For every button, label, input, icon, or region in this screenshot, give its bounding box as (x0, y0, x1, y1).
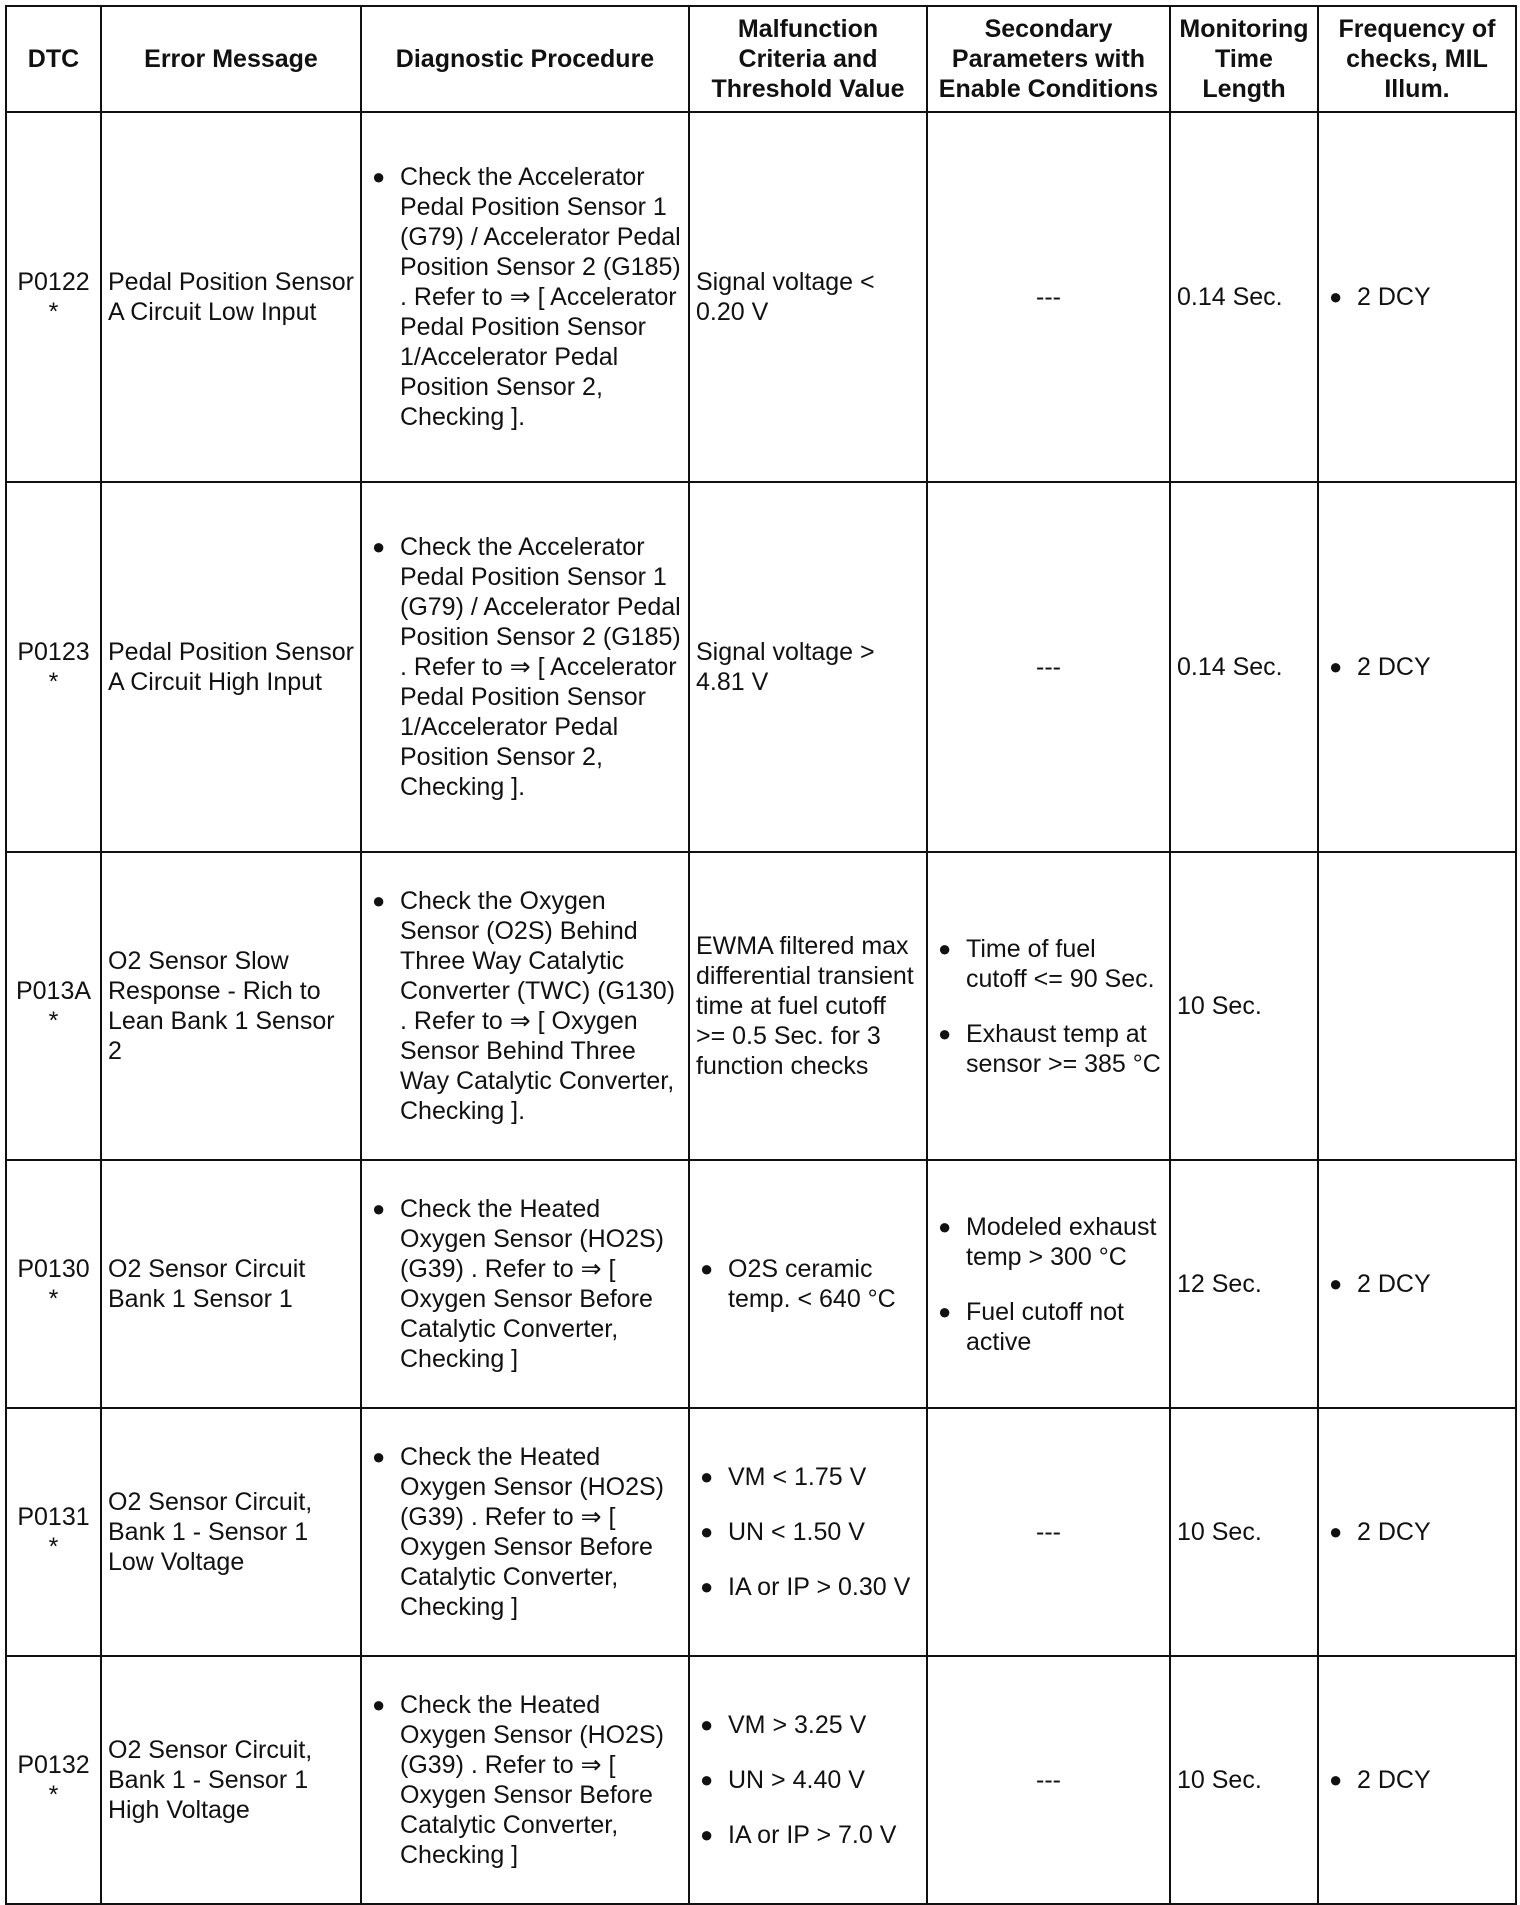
diagnostic-procedure-cell (361, 1160, 689, 1408)
secondary-parameters: --- (927, 1408, 1170, 1656)
dtc-code-cell (6, 482, 101, 852)
diagnostic-procedure-cell (361, 1656, 689, 1904)
header-frequency: Frequency of checks, MIL Illum. (1318, 6, 1516, 112)
dtc-code: P0131 (17, 1503, 90, 1531)
secondary-item: ● Exhaust temp at sensor >= 385 °C (934, 1019, 1163, 1079)
dtc-code: P0132 (17, 1751, 90, 1779)
procedure-item: ● Check the Accelerator Pedal Position Sensor 1 (G79) / Accelerator Pedal Position Sensor 2 (G185) . Refer to ⇒ [ Accelerator Pedal Position Sensor 1/Accelerator Pedal Position Sensor 2, Checking ]. (368, 532, 682, 802)
frequency-cell (1318, 112, 1516, 482)
header-row (6, 6, 1516, 112)
dtc-asterisk: * (48, 298, 59, 326)
criteria-item: ● VM < 1.75 V (696, 1462, 920, 1492)
diagnostic-procedure-cell (361, 482, 689, 852)
monitoring-time: 10 Sec. (1170, 1656, 1318, 1904)
dtc-asterisk: * (48, 668, 59, 696)
malfunction-criteria-cell (689, 1408, 927, 1656)
malfunction-criteria-cell (689, 1656, 927, 1904)
header-secondary-parameters: Secondary Parameters with Enable Conditions (927, 6, 1170, 112)
procedure-item: ● Check the Heated Oxygen Sensor (HO2S) (G39) . Refer to ⇒ [ Oxygen Sensor Before Catalytic Converter, Checking ] (368, 1442, 682, 1622)
frequency-cell-empty (1318, 852, 1516, 1160)
diagnostic-procedure-cell (361, 1408, 689, 1656)
procedure-item: ● Check the Heated Oxygen Sensor (HO2S) (G39) . Refer to ⇒ [ Oxygen Sensor Before Catalytic Converter, Checking ] (368, 1690, 682, 1870)
header-malfunction-criteria: Malfunction Criteria and Threshold Value (689, 6, 927, 112)
secondary-parameters-cell (927, 1160, 1170, 1408)
procedure-item: ● Check the Accelerator Pedal Position Sensor 1 (G79) / Accelerator Pedal Position Sensor 2 (G185) . Refer to ⇒ [ Accelerator Pedal Position Sensor 1/Accelerator Pedal Position Sensor 2, Checking ]. (368, 162, 682, 432)
dtc-table (5, 5, 1517, 1905)
table-row (6, 112, 1516, 482)
secondary-item: ● Fuel cutoff not active (934, 1297, 1163, 1357)
diagnostic-procedure-cell (361, 852, 689, 1160)
criteria-item: ● UN < 1.50 V (696, 1517, 920, 1547)
frequency-cell (1318, 1408, 1516, 1656)
malfunction-criteria: Signal voltage > 4.81 V (689, 482, 927, 852)
criteria-item: ● IA or IP > 0.30 V (696, 1572, 920, 1602)
criteria-item: ● VM > 3.25 V (696, 1710, 920, 1740)
dtc-code: P0123 (17, 638, 90, 666)
table-row (6, 482, 1516, 852)
monitoring-time: 10 Sec. (1170, 1408, 1318, 1656)
frequency-item: ● 2 DCY (1325, 1517, 1509, 1547)
frequency-item: ● 2 DCY (1325, 1765, 1509, 1795)
monitoring-time: 0.14 Sec. (1170, 482, 1318, 852)
header-dtc: DTC (6, 6, 101, 112)
dtc-code: P013A (15, 977, 92, 1005)
dtc-code-cell (6, 1656, 101, 1904)
monitoring-time: 10 Sec. (1170, 852, 1318, 1160)
dtc-code-cell (6, 1160, 101, 1408)
dtc-asterisk: * (48, 1007, 59, 1035)
error-message: O2 Sensor Circuit, Bank 1 - Sensor 1 High Voltage (101, 1656, 361, 1904)
table-row (6, 1656, 1516, 1904)
secondary-parameters-cell (927, 852, 1170, 1160)
dtc-code: P0130 (17, 1255, 90, 1283)
malfunction-criteria-cell (689, 1160, 927, 1408)
criteria-item: ● IA or IP > 7.0 V (696, 1820, 920, 1850)
error-message: O2 Sensor Circuit Bank 1 Sensor 1 (101, 1160, 361, 1408)
secondary-parameters: --- (927, 112, 1170, 482)
error-message: O2 Sensor Circuit, Bank 1 - Sensor 1 Low Voltage (101, 1408, 361, 1656)
frequency-cell (1318, 1656, 1516, 1904)
procedure-item: ● Check the Oxygen Sensor (O2S) Behind Three Way Catalytic Converter (TWC) (G130) . Refer to ⇒ [ Oxygen Sensor Behind Three Way Catalytic Converter, Checking ]. (368, 886, 682, 1126)
table-row (6, 1160, 1516, 1408)
secondary-parameters: --- (927, 482, 1170, 852)
monitoring-time: 12 Sec. (1170, 1160, 1318, 1408)
secondary-parameters: --- (927, 1656, 1170, 1904)
dtc-code-cell (6, 1408, 101, 1656)
error-message: Pedal Position Sensor A Circuit High Input (101, 482, 361, 852)
table-row (6, 1408, 1516, 1656)
frequency-item: ● 2 DCY (1325, 652, 1509, 682)
monitoring-time: 0.14 Sec. (1170, 112, 1318, 482)
procedure-item: ● Check the Heated Oxygen Sensor (HO2S) (G39) . Refer to ⇒ [ Oxygen Sensor Before Catalytic Converter, Checking ] (368, 1194, 682, 1374)
dtc-code-cell (6, 852, 101, 1160)
header-error-message: Error Message (101, 6, 361, 112)
diagnostic-procedure-cell (361, 112, 689, 482)
frequency-item: ● 2 DCY (1325, 282, 1509, 312)
frequency-cell (1318, 482, 1516, 852)
dtc-asterisk: * (48, 1781, 59, 1809)
secondary-item: ● Time of fuel cutoff <= 90 Sec. (934, 934, 1163, 994)
error-message: O2 Sensor Slow Response - Rich to Lean Bank 1 Sensor 2 (101, 852, 361, 1160)
header-monitoring-time: Monitoring Time Length (1170, 6, 1318, 112)
criteria-item: ● O2S ceramic temp. < 640 °C (696, 1254, 920, 1314)
header-diagnostic-procedure: Diagnostic Procedure (361, 6, 689, 112)
dtc-asterisk: * (48, 1533, 59, 1561)
frequency-item: ● 2 DCY (1325, 1269, 1509, 1299)
malfunction-criteria: Signal voltage < 0.20 V (689, 112, 927, 482)
dtc-asterisk: * (48, 1285, 59, 1313)
secondary-item: ● Modeled exhaust temp > 300 °C (934, 1212, 1163, 1272)
dtc-code: P0122 (17, 268, 90, 296)
error-message: Pedal Position Sensor A Circuit Low Input (101, 112, 361, 482)
malfunction-criteria: EWMA filtered max differential transient time at fuel cutoff >= 0.5 Sec. for 3 function checks (689, 852, 927, 1160)
dtc-code-cell (6, 112, 101, 482)
criteria-item: ● UN > 4.40 V (696, 1765, 920, 1795)
frequency-cell (1318, 1160, 1516, 1408)
table-row (6, 852, 1516, 1160)
